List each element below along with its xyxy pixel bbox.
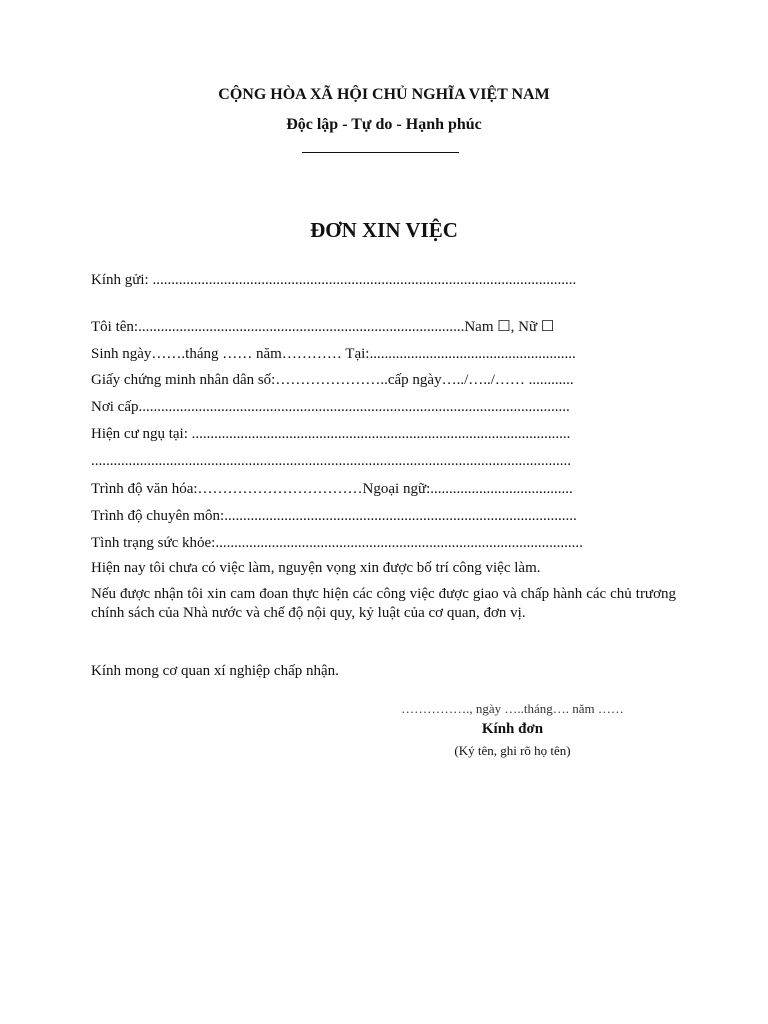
signature-closing: Kính đơn <box>481 721 544 737</box>
signature-note: (Ký tên, ghi rõ họ tên) <box>454 743 571 758</box>
signature-date-line: ……………., ngày …..tháng…. năm …… <box>401 701 624 716</box>
field-name-gender: Tôi tên:.......................................................................................Nam ☐, Nữ ☐ <box>91 319 555 335</box>
heading-divider <box>302 152 459 153</box>
field-residence: Hiện cư ngụ tại: ..................................................................................................... <box>91 426 571 442</box>
paragraph-status: Hiện nay tôi chưa có việc làm, nguyện vọng xin được bố trí công việc làm. <box>91 560 541 576</box>
paragraph-commitment: Nếu được nhận tôi xin cam đoan thực hiện các công việc được giao và chấp hành các chủ trương chính sách của Nhà nước và chế độ nội quy, kỷ luật của cơ quan, đơn vị. <box>91 586 676 621</box>
field-birth: Sinh ngày…….tháng …… năm………… Tại:....................................................... <box>91 346 576 362</box>
paragraph-request: Kính mong cơ quan xí nghiệp chấp nhận. <box>91 663 339 679</box>
document-title: ĐƠN XIN VIỆC <box>310 218 458 242</box>
field-issued-at: Nơi cấp................................................................................................................... <box>91 399 570 415</box>
field-recipient: Kính gửi: ................................................................................................................. <box>91 272 577 288</box>
field-specialty: Trình độ chuyên môn:.............................................................................................. <box>91 508 577 524</box>
field-education: Trình độ văn hóa:……………………………Ngoại ngữ:...................................... <box>91 481 573 497</box>
motto-heading: Độc lập - Tự do - Hạnh phúc <box>286 116 482 133</box>
field-health: Tình trạng sức khỏe:.................................................................................................. <box>91 535 583 551</box>
field-id-card: Giấy chứng minh nhân dân số:…………………..cấp ngày…../…../…… ............ <box>91 372 574 388</box>
field-residence-continued: ................................................................................................................................ <box>91 453 571 469</box>
nation-heading: CỘNG HÒA XÃ HỘI CHỦ NGHĨA VIỆT NAM <box>218 86 550 103</box>
